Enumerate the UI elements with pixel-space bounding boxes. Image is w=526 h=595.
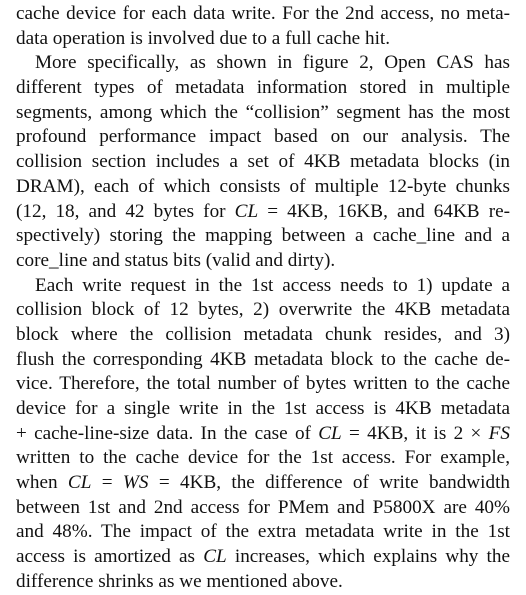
paragraph-write-request [16,274,510,595]
text-line: + cache-line-size data. In the case of CL = 4KB, it is 2 × FS [16,422,510,444]
paragraph-cache-hit [16,2,510,51]
text-line: when CL = WS = 4KB, the difference of write bandwidth [16,472,511,494]
text-line: vice. Therefore, the total number of bytes written to the cache [16,373,510,395]
text-line: collision block of 12 bytes, 2) overwrite the 4KB metadata [16,299,510,321]
text-line: flush the corresponding 4KB metadata block to the cache de- [16,348,510,370]
text-line: (12, 18, and 42 bytes for CL = 4KB, 16KB, and 64KB re- [16,200,510,222]
text-line: DRAM), each of which consists of multiple 12-byte chunks [16,175,510,197]
text-line: between 1st and 2nd access for PMem and P5800X are 40% [16,496,510,518]
text-line: spectively) storing the mapping between a cache_line and a [16,225,510,247]
math-variable: CL [318,422,342,444]
text-line: cache device for each data write. For the 2nd access, no meta- [16,3,510,24]
text-line: difference shrinks as we mentioned above. [16,570,343,592]
text-line: segments, among which the “collision” segment has the most [16,101,510,123]
text-line: different types of metadata information stored in multiple [16,77,510,99]
text-line: More specifically, as shown in figure 2, Open CAS has [35,52,510,74]
math-variable: WS [122,472,149,494]
text-line: core_line and status bits (valid and dirty). [16,249,336,271]
text-line: and 48%. The impact of the extra metadata write in the 1st [16,521,510,543]
text-line: block where the collision metadata chunk resides, and 3) [16,323,510,345]
text-line: access is amortized as CL increases, which explains why the [16,546,510,568]
paragraph-metadata-segments [16,51,510,273]
text-line: written to the cache device for the 1st access. For example, [16,447,510,469]
text-line: Each write request in the 1st access needs to 1) update a [35,274,510,296]
text-line: profound performance impact based on our analysis. The [16,126,510,148]
paper-text-body [16,2,510,595]
text-line: device for a single write in the 1st access is 4KB metadata [16,398,510,419]
text-line: data operation is involved due to a full cache hit. [16,27,391,49]
text-line: collision section includes a set of 4KB metadata blocks (in [16,151,510,173]
math-variable: CL [203,546,227,568]
math-variable: CL [67,472,92,494]
math-variable: FS [488,422,510,444]
math-variable: CL [234,200,259,222]
